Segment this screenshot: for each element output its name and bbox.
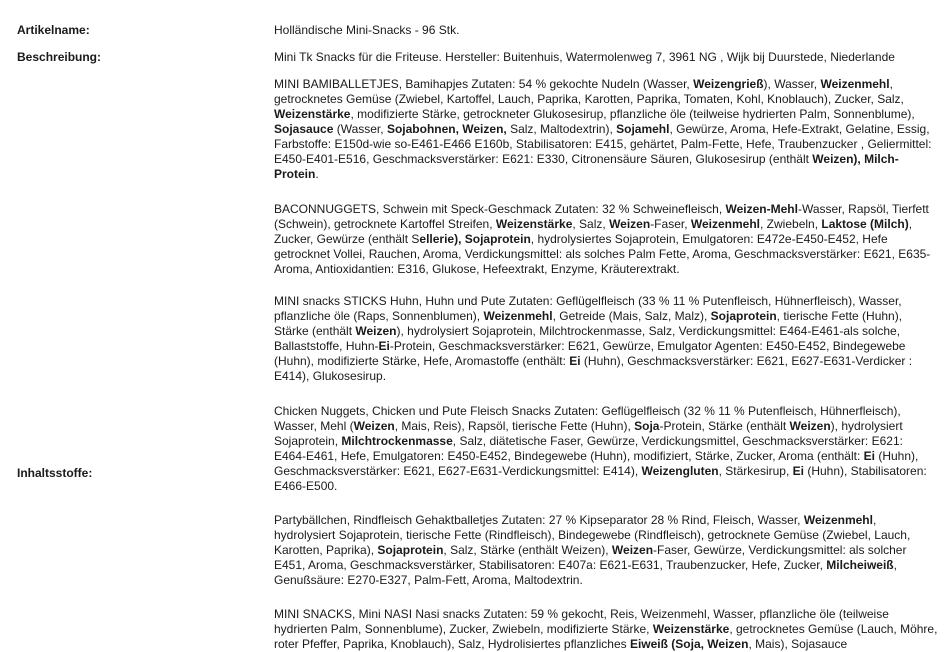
allergen-text: Eiweiß (Soja, Weizen <box>629 637 749 651</box>
allergen-text: Sojaprotein <box>710 309 777 323</box>
allergen-text: Sojasauce <box>274 122 334 136</box>
label-beschreibung: Beschreibung: <box>17 50 102 64</box>
ingredient-text: -Faser, <box>650 217 691 231</box>
ingredient-paragraph <box>274 513 938 588</box>
ingredient-text: (Huhn), Geschmacksverstärker: E621, E627-E631-Verdicker : E414), Glukosesirup. <box>274 354 913 383</box>
ingredient-text: , Salz, diätetische Faser, Gewürze, Verdickungsmittel, Geschmacksverstärker: E621: E464-E461, Hefe, Emulgatoren: E450-E452, Bindegewebe (Huhn), modifiziert, Stärke, Zucker, Aroma (enthält: <box>274 434 903 463</box>
allergen-text: Weizen <box>789 419 831 433</box>
ingredient-text: -Protein, Stärke (enthält <box>659 419 790 433</box>
allergen-text: Weizenstärke <box>274 107 351 121</box>
allergen-text: Sojaprotein <box>377 543 444 557</box>
allergen-text: Laktose (Milch) <box>821 217 909 231</box>
ingredient-text: , Salz, Stärke (enthält Weizen), <box>443 543 612 557</box>
ingredient-text: BACONNUGGETS, Schwein mit Speck-Geschmack Zutaten: 32 % Schweinefleisch, <box>274 202 726 216</box>
allergen-text: Weizen <box>353 419 395 433</box>
ingredient-text: Salz, Maltodextrin), <box>506 122 617 136</box>
allergen-text: Weizengrieß <box>693 77 764 91</box>
ingredient-text: , tierische Fette (Huhn), Stärke (enthält <box>274 309 903 338</box>
ingredient-text: , Stärkesirup, <box>718 464 793 478</box>
allergen-text: Weizen-Mehl <box>725 202 798 216</box>
ingredient-paragraph <box>274 77 938 182</box>
allergen-text: Weizenmehl <box>483 309 553 323</box>
allergen-text: Sojamehl <box>616 122 670 136</box>
ingredient-text: MINI BAMIBALLETJES, Bamihapjes Zutaten: 54 % gekochte Nudeln (Wasser, <box>274 77 694 91</box>
ingredient-paragraph <box>274 294 938 384</box>
ingredient-text: , hydrolysiertes Sojaprotein, Emulgatoren: E472e-E450-E452, Hefe getrocknet Vollei, Rauchen, Aroma, Verdickungsmittel: als solches Palm Fette, Aroma, Geschmacksverstärker: E621, E635-Aroma, Antioxidantien: E316, Glukose, Hefeextrakt, Enzyme, Kräuterextrakt. <box>274 232 931 276</box>
ingredient-paragraph <box>274 607 938 652</box>
allergen-text: Sojabohnen, Weizen, <box>386 122 507 136</box>
ingredient-paragraph <box>274 202 938 277</box>
allergen-text: ellerie), Sojaprotein <box>419 232 531 246</box>
ingredient-text: , Genußsäure: E270-E327, Palm-Fett, Aroma, Maltodextrin. <box>274 558 897 587</box>
allergen-text: Weizengluten <box>641 464 719 478</box>
ingredient-text: -Wasser, Rapsöl, Tierfett (Schwein), getrocknete Kartoffel Streifen, <box>274 202 929 231</box>
value-beschreibung: Mini Tk Snacks für die Friteuse. Hersteller: Buitenhuis, Watermolenweg 7, 3961 NG , Wijk bij Duurstede, Niederlande <box>274 50 895 64</box>
allergen-text: Ei <box>378 339 390 353</box>
ingredient-text: -Protein, Geschmacksverstärker: E621, Gewürze, Emulgator Agenten: E450-E452, Bindegewebe (Huhn), modifizierte Stärke, Hefe, Aromastoffe (enthält: <box>274 339 906 368</box>
ingredient-text: Chicken Nuggets, Chicken und Pute Fleisch Snacks Zutaten: Geflügelfleisch (32 % 11 % Putenfleisch, Hühnerfleisch), Wasser, Mehl ( <box>274 404 901 433</box>
ingredient-text: ), hydrolysiert Sojaprotein, <box>274 419 903 448</box>
allergen-text: Weizenmehl <box>690 217 761 231</box>
allergen-text: Weizenstärke <box>652 622 730 636</box>
ingredient-text: , Salz, <box>572 217 610 231</box>
allergen-text: Weizen <box>609 217 651 231</box>
ingredient-text: (Huhn), Stabilisatoren: E466-E500. <box>274 464 927 493</box>
ingredient-text: , modifizierte Stärke, getrockneter Glukosesirup, pflanzliche öle (teilweise hydrierten Palm, Sonnenblume), <box>350 107 915 121</box>
allergen-text: Ei <box>792 464 804 478</box>
ingredient-text: , getrocknetes Gemüse (Lauch, Möhre, roter Pfeffer, Paprika, Knoblauch), Salz, Hydrolisiertes pflanzliches <box>274 622 938 651</box>
ingredient-text: , Getreide (Mais, Salz, Malz), <box>552 309 711 323</box>
allergen-text: Ei <box>863 449 875 463</box>
ingredient-text: , Zucker, Gewürze (enthält S <box>274 217 913 246</box>
ingredient-text: (Wasser, <box>333 122 387 136</box>
allergen-text: Milcheiweiß <box>826 558 894 572</box>
allergen-text: Ei <box>569 354 581 368</box>
ingredient-text: ), hydrolysiert Sojaprotein, Milchtrockenmasse, Salz, Verdickungsmittel: E464-E461-als solche, Ballaststoffe, Huhn- <box>274 324 901 353</box>
allergen-text: Weizenmehl <box>820 77 890 91</box>
ingredient-text: MINI snacks STICKS Huhn, Huhn und Pute Zutaten: Geflügelfleisch (33 % 11 % Putenfleisch, Hühnerfleisch), Wasser, pflanzliche öle (Raps, Sonnenblumen), <box>274 294 902 323</box>
ingredient-text: , Mais), Sojasauce <box>748 637 848 651</box>
ingredient-text: . <box>315 167 319 181</box>
allergen-text: Weizen <box>355 324 397 338</box>
value-artikelname: Holländische Mini-Snacks - 96 Stk. <box>274 23 460 37</box>
ingredient-text: , Gewürze, Aroma, Hefe-Extrakt, Gelatine, Essig, Farbstoffe: E150d-wie so-E461-E466 E160b, Stabilisatoren: E415, gehärtet, Palm-Fette, Hefe, Traubenzucker , Geliermittel: E450-E401-E516, Geschmacksverstärker: E621: E330, Citronensäure Säuren, Glukosesirup (enthält <box>274 122 932 166</box>
allergen-text: Weizen <box>611 543 654 557</box>
ingredient-text: ), Wasser, <box>763 77 821 91</box>
allergen-text: Weizenstärke <box>495 217 573 231</box>
allergen-text: Weizenmehl <box>803 513 873 527</box>
allergen-text: Milchtrockenmasse <box>341 434 453 448</box>
ingredient-text: MINI SNACKS, Mini NASI Nasi snacks Zutaten: 59 % gekocht, Reis, Weizenmehl, Wasser, pflanzliche öle (teilweise hydrierten Palm, Sonnenblume), Zucker, Zwiebeln, modifizierte Stärke, <box>274 607 889 636</box>
ingredient-paragraph <box>274 404 938 494</box>
ingredient-text: , hydrolysiert Sojaprotein, tierische Fette (Rindfleisch), Bindegewebe (Rindfleisch), getrocknete Gemüse (Zwiebel, Lauch, Karotten, Paprika), <box>274 513 911 557</box>
ingredient-text: Partybällchen, Rindfleisch Gehaktballetjes Zutaten: 27 % Kipseparator 28 % Rind, Fleisch, Wasser, <box>274 513 804 527</box>
ingredient-text: , Zwiebeln, <box>760 217 822 231</box>
allergen-text: Weizen), Milch-Protein <box>274 152 899 181</box>
label-inhaltsstoffe: Inhaltsstoffe: <box>17 466 93 480</box>
ingredient-text: (Huhn), Geschmacksverstärker: E621, E627-E631-Verdickungsmittel: E414), <box>274 449 919 478</box>
ingredient-text: , Mais, Reis), Rapsöl, tierische Fette (Huhn), <box>394 419 635 433</box>
ingredient-text: -Faser, Gewürze, Verdickungsmittel: als solcher E451, Aroma, Geschmacksverstärker, Stabilisatoren: E407a: E621-E631, Traubenzucker, Hefe, Zucker, <box>274 543 907 572</box>
label-artikelname: Artikelname: <box>17 23 90 37</box>
ingredient-text: , getrocknetes Gemüse (Zwiebel, Kartoffel, Lauch, Paprika, Karotten, Paprika, Tomaten, Kohl, Knoblauch), Zucker, Salz, <box>274 77 904 106</box>
allergen-text: Soja <box>634 419 660 433</box>
